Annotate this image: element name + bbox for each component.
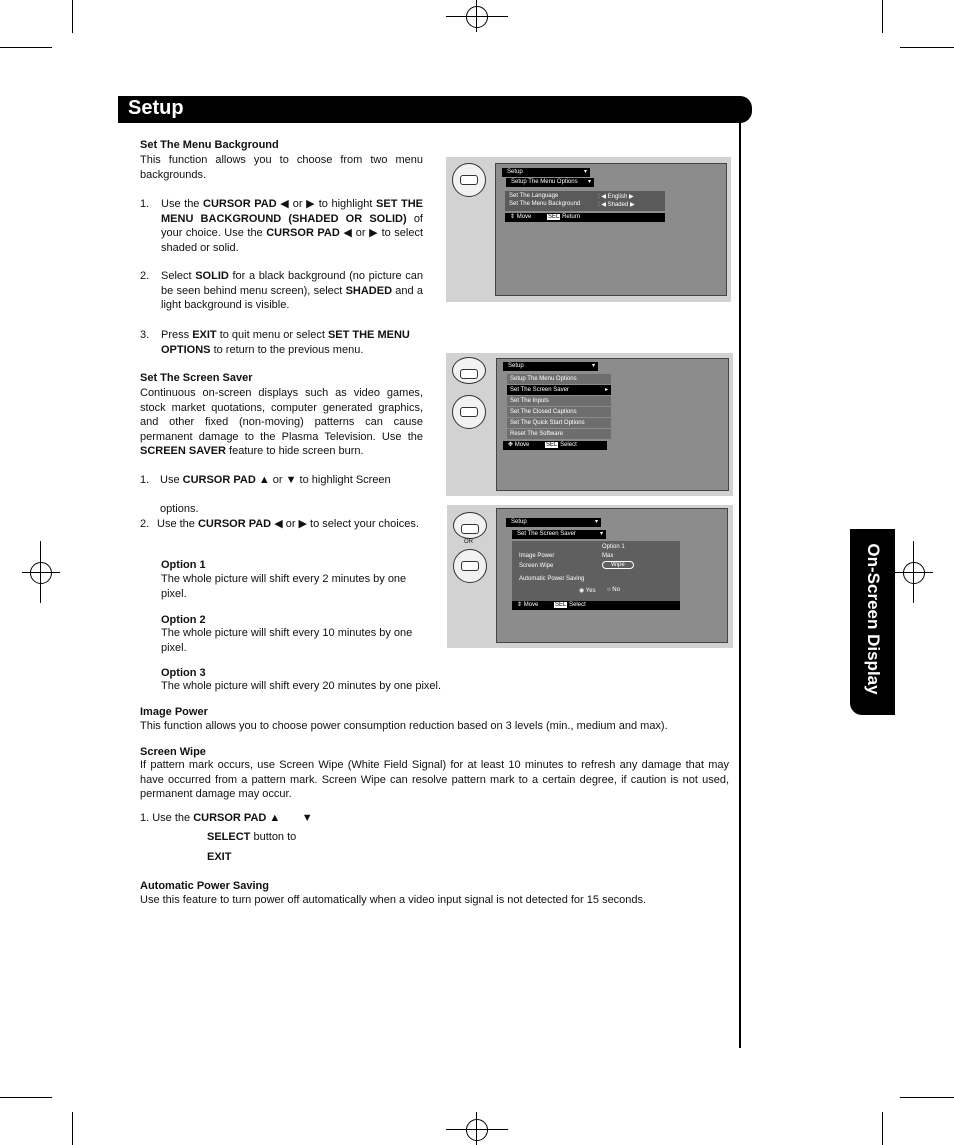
menu-item[interactable]: Set The Quick Start Options — [507, 418, 611, 428]
menu-background-label: Set The Menu Background — [509, 201, 581, 207]
menu-item[interactable]: Setup The Menu Options — [507, 374, 611, 384]
option1-text: The whole picture will shift every 2 minutes by one pixel. — [161, 573, 407, 600]
heading-screen-saver: Set The Screen Saver — [140, 372, 253, 384]
crop-mark — [72, 1112, 73, 1145]
screen-saver-step2: 2. Use the CURSOR PAD ◀ or ▶ to select your choices. — [140, 518, 419, 530]
crop-mark — [882, 0, 883, 33]
option2-heading: Option 2 — [161, 614, 206, 626]
language-label: Set The Language — [509, 193, 559, 199]
heading-image-power: Image Power — [140, 706, 208, 718]
heading-screen-wipe: Screen Wipe — [140, 746, 206, 758]
crop-mark — [882, 1112, 883, 1145]
screen2-panel — [446, 353, 733, 496]
menu-sub-bar: Setup The Menu Options ▾ — [506, 178, 594, 187]
heading-menu-background: Set The Menu Background — [140, 139, 279, 151]
registration-mark — [903, 562, 925, 584]
menu-bg-step3: 3. Press EXIT to quit menu or select SET THE MENU OPTIONS to return to the previous menu. — [140, 329, 410, 356]
page-title: Setup — [128, 97, 184, 119]
registration-mark — [466, 1119, 488, 1141]
menu-footer: ⇕ Move SEL Select — [512, 601, 680, 610]
side-tab-label: On-Screen Display — [864, 543, 883, 695]
crop-mark — [900, 47, 954, 48]
or-label: OR — [464, 539, 473, 545]
menu-background-value[interactable]: : ◀ Shaded ▶ — [598, 202, 635, 208]
image-power-value[interactable]: Max — [602, 553, 614, 559]
remote-menu-button-icon — [453, 512, 487, 539]
option3-heading: Option 3 — [161, 667, 206, 679]
tv-screen — [496, 508, 728, 643]
column-divider — [739, 123, 741, 1048]
heading-auto-power: Automatic Power Saving — [140, 880, 269, 892]
wipe-button[interactable]: Wipe — [602, 561, 634, 569]
option1-heading: Option 1 — [161, 559, 206, 571]
crop-mark — [0, 1097, 52, 1098]
screen-saver-step1-cont: options. — [160, 503, 199, 515]
menu-footer: ✥ Move SEL Select — [503, 441, 607, 450]
screen-saver-step1: 1. Use CURSOR PAD ▲ or ▼ to highlight Screen — [140, 474, 391, 486]
registration-mark — [30, 562, 52, 584]
crop-mark — [72, 0, 73, 33]
screen-wipe-label: Screen Wipe — [519, 563, 554, 569]
menu-title-bar: Setup ▾ — [502, 168, 590, 177]
screen-saver-intro: Continuous on-screen displays such as video games, stock market quotations, computer generated graphics, and other fixed (non-moving) patterns can cause permanent damage to the Plasma Television. Use the SCREEN SAVER feature to hide screen burn. — [140, 387, 423, 457]
menu-bg-step1: 1. Use the CURSOR PAD ◀ or ▶ to highlight SET THE MENU BACKGROUND (SHADED OR SOLID) of your choice. Use the CURSOR PAD ◀ or ▶ to select shaded or solid. — [140, 198, 423, 254]
menu-bg-step2: 2. Select SOLID for a black background (no picture can be seen behind menu screen), select SHADED and a light background is visible. — [140, 270, 424, 311]
remote-cursor-pad-icon — [453, 549, 487, 583]
auto-power-text: Use this feature to turn power off automatically when a video input signal is not detected for 15 seconds. — [140, 894, 647, 906]
side-tab — [850, 529, 895, 715]
menu-footer: ⇕ Move SEL Return — [505, 213, 665, 222]
no-radio[interactable]: ○ No — [607, 587, 620, 593]
screen-saver-value[interactable]: Option 1 — [602, 544, 625, 550]
image-power-label: Image Power — [519, 553, 555, 559]
tv-screen — [496, 358, 729, 491]
auto-power-label: Automatic Power Saving — [519, 576, 585, 582]
crop-mark — [0, 47, 52, 48]
tv-screen — [495, 163, 727, 296]
option2-text: The whole picture will shift every 10 minutes by one pixel. — [161, 627, 413, 654]
screen-saver-options-box — [512, 541, 680, 601]
screen3-panel — [447, 505, 733, 648]
menu-item-selected[interactable]: Set The Screen Saver ▸ — [507, 385, 611, 395]
crop-mark — [900, 1097, 954, 1098]
menu-bg-intro: This function allows you to choose from two menu backgrounds. — [140, 154, 423, 181]
registration-mark — [466, 6, 488, 28]
remote-cursor-pad-icon — [452, 163, 486, 197]
menu-item[interactable]: Set The Inputs — [507, 396, 611, 406]
screen-wipe-step1: 1. Use the CURSOR PAD ▲ ▼ — [140, 812, 313, 824]
menu-item[interactable]: Reset The Software — [507, 429, 611, 439]
remote-menu-button-icon — [452, 357, 486, 384]
image-power-text: This function allows you to choose power consumption reduction based on 3 levels (min., medium and max). — [140, 720, 668, 732]
screen-wipe-exit: EXIT — [207, 851, 232, 863]
yes-radio[interactable]: ◉ Yes — [579, 588, 596, 594]
remote-cursor-pad-icon — [452, 395, 486, 429]
option3-text: The whole picture will shift every 20 minutes by one pixel. — [161, 680, 442, 692]
language-value[interactable]: : ◀ English ▶ — [598, 194, 634, 200]
screen1-panel — [446, 157, 731, 302]
screen-wipe-select: SELECT button to — [207, 831, 297, 843]
menu-title-bar: Setup ▾ — [506, 518, 601, 527]
menu-title-bar: Setup ▾ — [503, 362, 598, 371]
section-header-bar — [118, 96, 752, 123]
screen-wipe-text: If pattern mark occurs, use Screen Wipe (White Field Signal) for at least 10 minutes to refresh any damage that may have occurred from a pattern mark. Screen Wipe can resolve pattern mark to a certain degree, if caution is not used, permanent damage may occur. — [140, 759, 729, 800]
menu-sub-bar: Set The Screen Saver ▾ — [512, 530, 606, 539]
menu-item[interactable]: Set The Closed Captions — [507, 407, 611, 417]
